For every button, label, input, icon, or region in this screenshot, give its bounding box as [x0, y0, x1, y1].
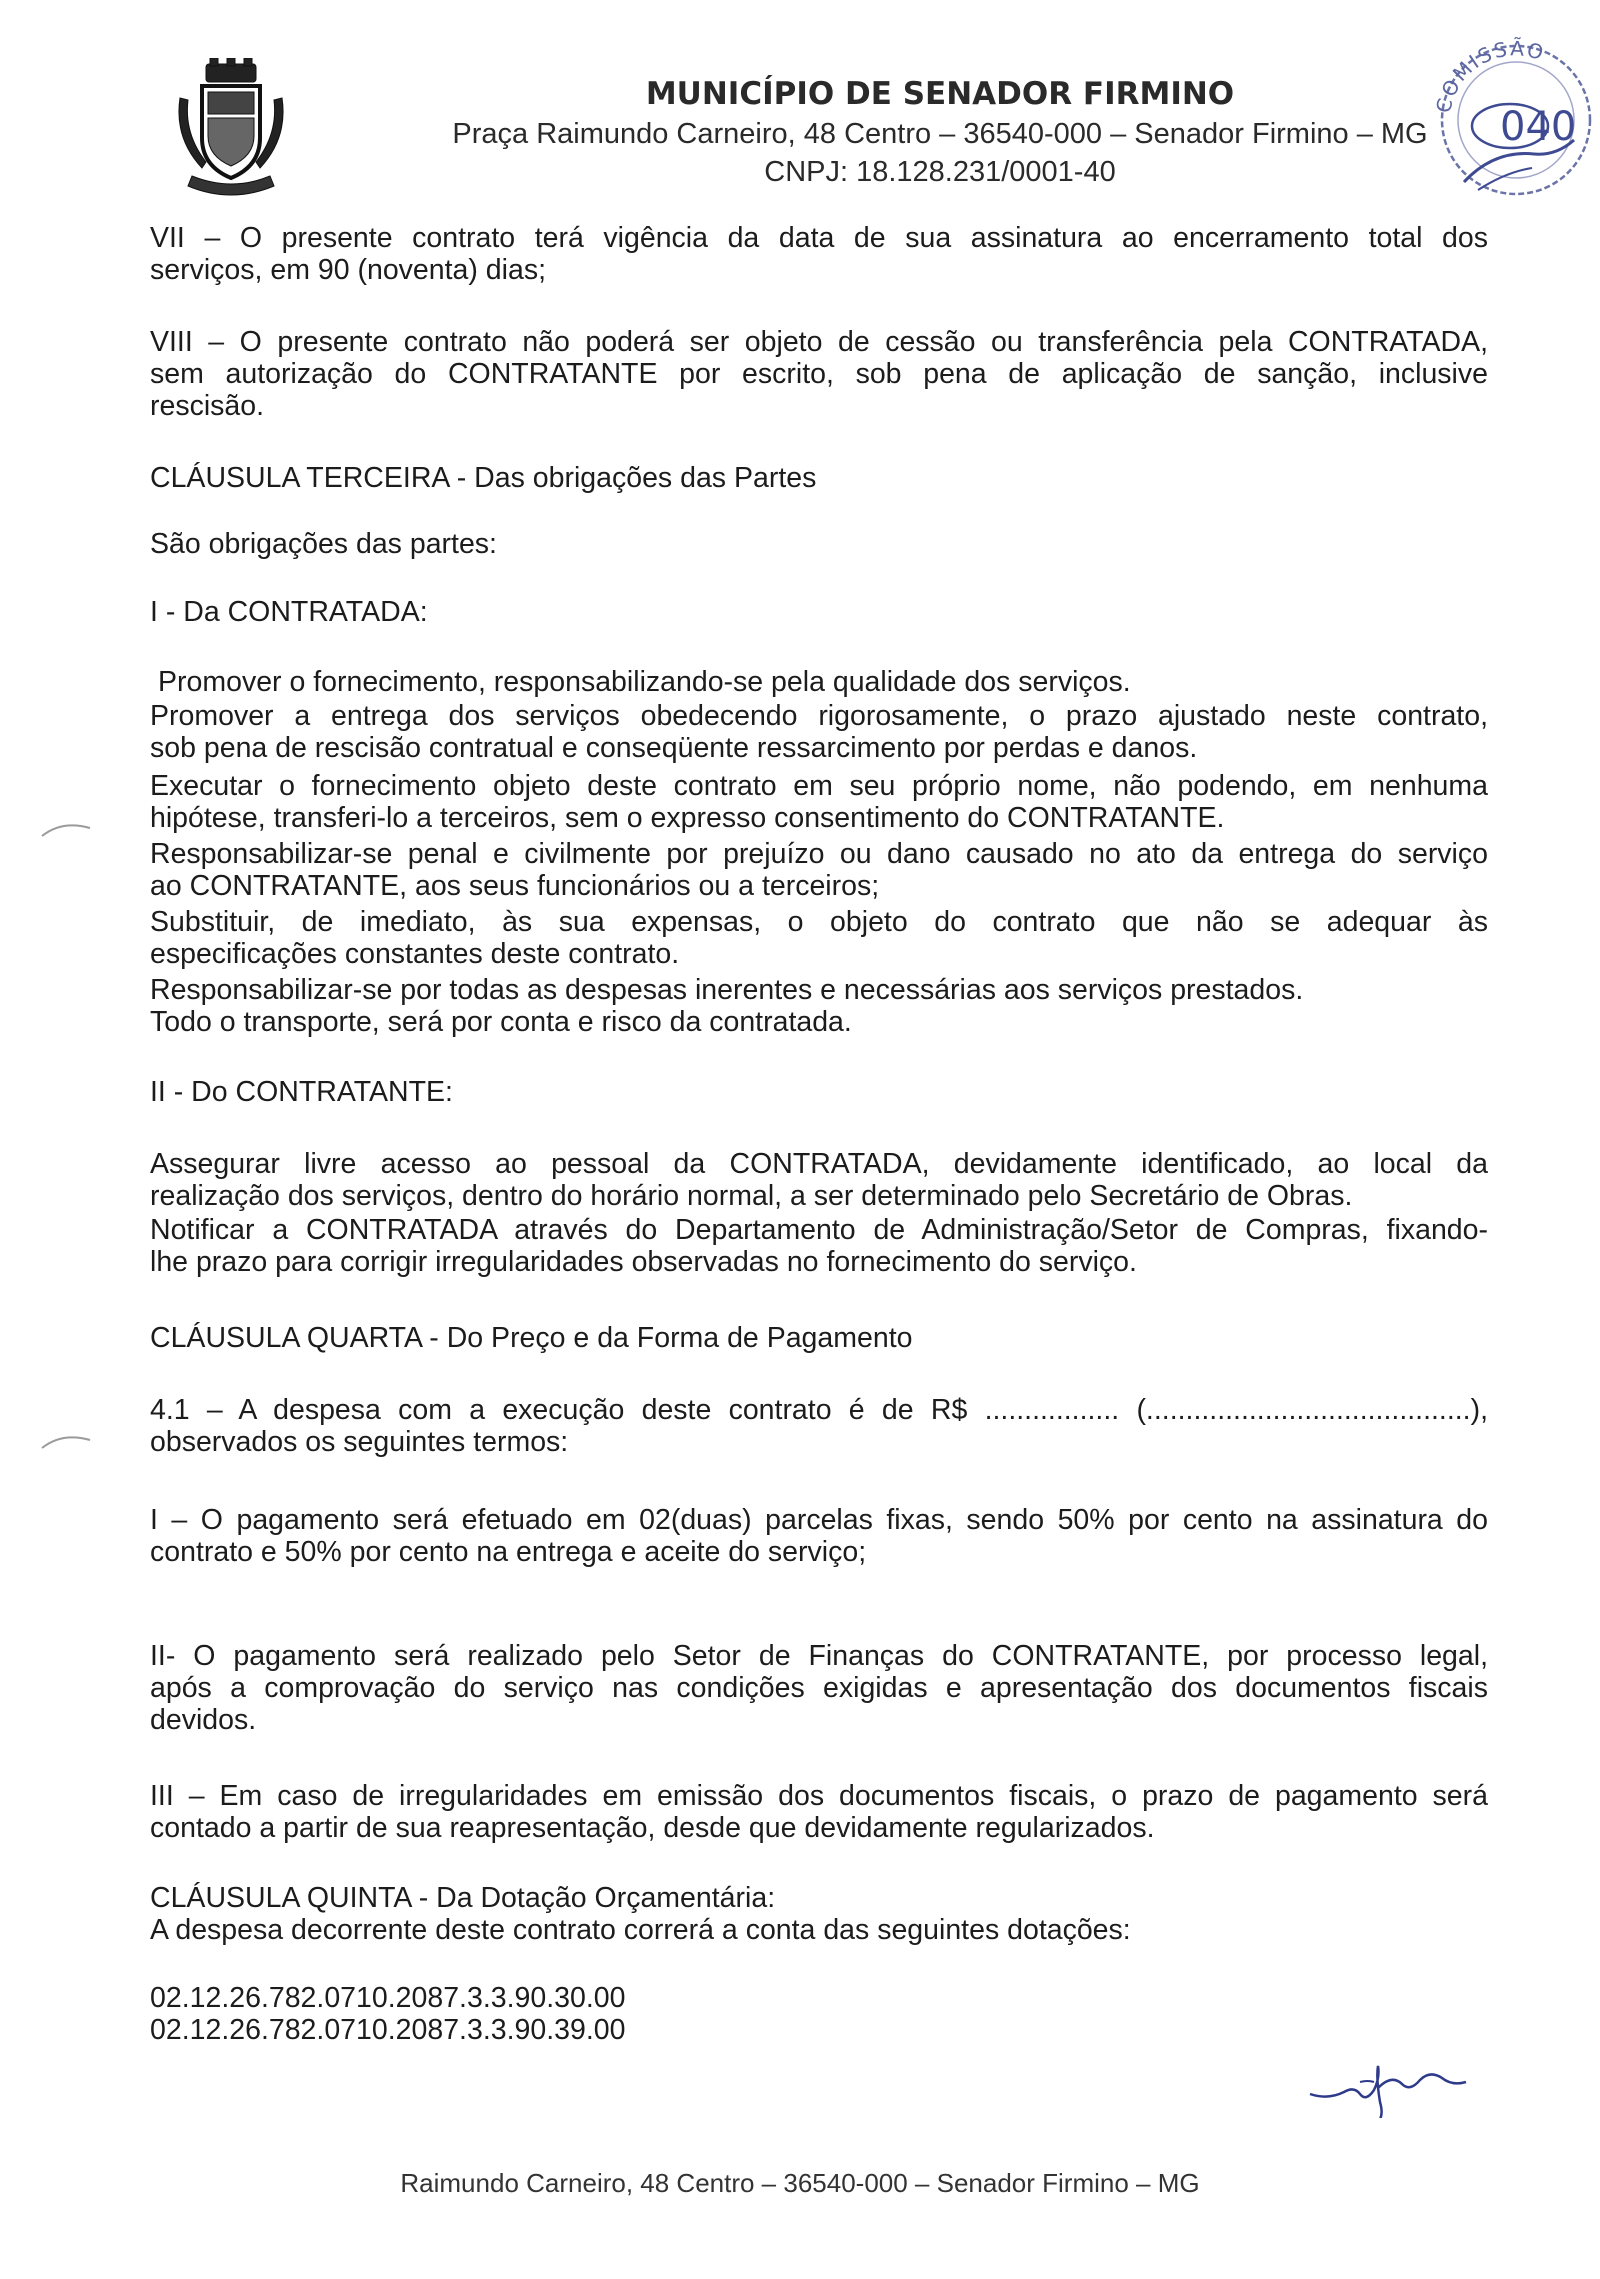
clausula-quinta-heading: CLÁUSULA QUINTA - Da Dotação Orçamentária: [150, 1882, 776, 1914]
clausula-terceira-heading: CLÁUSULA TERCEIRA - Das obrigações das Partes [150, 462, 817, 494]
do-contratante-heading: II - Do CONTRATANTE: [150, 1076, 453, 1108]
payment-i-line2: contrato e 50% por cento na entrega e aceite do serviço; [150, 1536, 867, 1568]
payment-ii-line2: após a comprovação do serviço nas condições exigidas e apresentação dos documentos fiscais [150, 1672, 1488, 1704]
payment-ii-line1: II- O pagamento será realizado pelo Setor de Finanças do CONTRATANTE, por processo legal, [150, 1640, 1488, 1672]
clause-viii-line1: VIII – O presente contrato não poderá ser objeto de cessão ou transferência pela CONTRATADA, [150, 326, 1488, 358]
clause-vii-line1: VII – O presente contrato terá vigência da data de sua assinatura ao encerramento total dos [150, 222, 1488, 254]
header-address: Praça Raimundo Carneiro, 48 Centro – 36540-000 – Senador Firmino – MG [452, 118, 1428, 150]
payment-ii-line3: devidos. [150, 1704, 257, 1736]
contratante-1-line1: Assegurar livre acesso ao pessoal da CONTRATADA, devidamente identificado, ao local da [150, 1148, 1488, 1180]
obligation-5-line1: Substituir, de imediato, às sua expensas, o objeto do contrato que não se adequar às [150, 906, 1488, 938]
obligation-7: Todo o transporte, será por conta e risco da contratada. [150, 1006, 852, 1038]
contratante-2-line1: Notificar a CONTRATADA através do Departamento de Administração/Setor de Compras, fixando- [150, 1214, 1488, 1246]
header-cnpj: CNPJ: 18.128.231/0001-40 [764, 156, 1116, 188]
da-contratada-heading: I - Da CONTRATADA: [150, 596, 428, 628]
obligation-3-line2: hipótese, transferi-lo a terceiros, sem o expresso consentimento do CONTRATANTE. [150, 802, 1225, 834]
clause-4-1-line2: observados os seguintes termos: [150, 1426, 569, 1458]
obligation-4-line1: Responsabilizar-se penal e civilmente por prejuízo ou dano causado no ato da entrega do serviço [150, 838, 1488, 870]
punch-mark-lower [38, 1430, 98, 1450]
contratante-2-line2: lhe prazo para corrigir irregularidades observadas no fornecimento do serviço. [150, 1246, 1137, 1278]
svg-text:040: 040 [1500, 104, 1577, 150]
signature-scribble [1300, 2048, 1520, 2118]
obligation-4-line2: ao CONTRATANTE, aos seus funcionários ou a terceiros; [150, 870, 880, 902]
payment-iii-line1: III – Em caso de irregularidades em emissão dos documentos fiscais, o prazo de pagamento será [150, 1780, 1488, 1812]
commission-stamp [1428, 22, 1600, 202]
footer-address: Raimundo Carneiro, 48 Centro – 36540-000 – Senador Firmino – MG [400, 2168, 1200, 2198]
contratante-1-line2: realização dos serviços, dentro do horário normal, a ser determinado pelo Secretário de Obras. [150, 1180, 1353, 1212]
payment-i-line1: I – O pagamento será efetuado em 02(duas) parcelas fixas, sendo 50% por cento na assinatura do [150, 1504, 1488, 1536]
svg-text:COMISSÃO: COMISSÃO [1431, 36, 1548, 116]
coat-of-arms-emblem [172, 58, 290, 208]
despesa-decorrente-text: A despesa decorrente deste contrato correrá a conta das seguintes dotações: [150, 1914, 1131, 1946]
punch-mark-upper [38, 818, 98, 838]
obligation-3-line1: Executar o fornecimento objeto deste contrato em seu próprio nome, não podendo, em nenhuma [150, 770, 1488, 802]
municipality-title: MUNICÍPIO DE SENADOR FIRMINO [645, 76, 1235, 112]
obligation-2-line1: Promover a entrega dos serviços obedecendo rigorosamente, o prazo ajustado neste contrato, [150, 700, 1488, 732]
payment-iii-line2: contado a partir de sua reapresentação, desde que devidamente regularizados. [150, 1812, 1155, 1844]
obligation-5-line2: especificações constantes deste contrato. [150, 938, 680, 970]
sao-obrigacoes-text: São obrigações das partes: [150, 528, 497, 560]
clausula-quarta-heading: CLÁUSULA QUARTA - Do Preço e da Forma de Pagamento [150, 1322, 913, 1354]
clause-vii-line2: serviços, em 90 (noventa) dias; [150, 254, 547, 286]
clause-4-1-line1: 4.1 – A despesa com a execução deste contrato é de R$ ................. (.........................................), [150, 1394, 1488, 1426]
clause-viii-line3: rescisão. [150, 390, 265, 422]
clause-viii-line2: sem autorização do CONTRATANTE por escrito, sob pena de aplicação de sanção, inclusive [150, 358, 1488, 390]
obligation-2-line2: sob pena de rescisão contratual e conseqüente ressarcimento por perdas e danos. [150, 732, 1198, 764]
dotacao-2: 02.12.26.782.0710.2087.3.3.90.39.00 [150, 2014, 626, 2046]
obligation-1: Promover o fornecimento, responsabilizando-se pela qualidade dos serviços. [158, 666, 1131, 698]
obligation-6: Responsabilizar-se por todas as despesas inerentes e necessárias aos serviços prestados. [150, 974, 1304, 1006]
dotacao-1: 02.12.26.782.0710.2087.3.3.90.30.00 [150, 1982, 626, 2014]
